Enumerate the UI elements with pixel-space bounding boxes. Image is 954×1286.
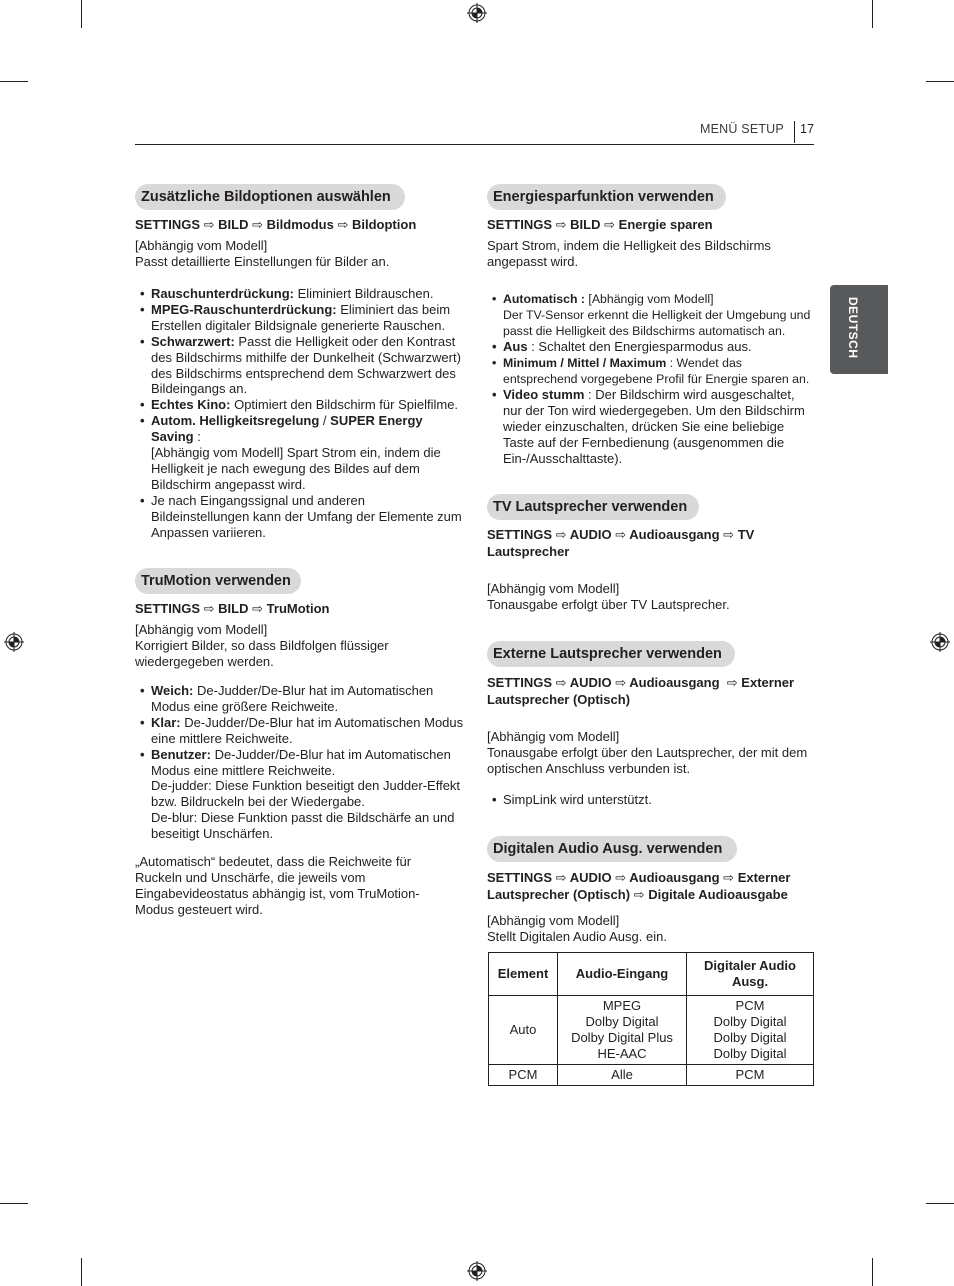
crop-mark — [0, 81, 28, 82]
crop-mark — [81, 1258, 82, 1286]
page-number: 17 — [800, 122, 815, 136]
intro-text: [Abhängig vom Modell] Korrigiert Bilder, so dass Bildfolgen flüssiger wiedergegeben werden. — [135, 622, 389, 669]
arrow-icon: ⇨ — [555, 870, 567, 885]
running-header: MENÜ SETUP — [700, 122, 784, 136]
header-divider — [794, 121, 795, 143]
arrow-icon: ⇨ — [615, 870, 627, 885]
registration-mark-icon — [467, 1261, 487, 1281]
language-tab — [830, 285, 888, 374]
arrow-icon: ⇨ — [252, 217, 264, 232]
menu-path: SETTINGS ⇨ BILD ⇨ TruMotion — [135, 601, 330, 616]
crop-mark — [81, 0, 82, 28]
list-item: • Benutzer: De-Judder/De-Blur hat im Automatischen Modus eine mittlere Reichweite. De-judder: Diese Funktion beseitigt den Judder-Effekt bzw. Bildruckeln bei der Wiedergabe. De-blur: Diese Funktion passt die Bildschärfe an und beseitigt Unschärfen. — [135, 747, 465, 842]
list-item: • SimpLink wird unterstützt. — [487, 792, 817, 808]
section-heading: Digitalen Audio Ausg. verwenden — [487, 836, 737, 862]
menu-path: SETTINGS ⇨ AUDIO ⇨ Audioausgang ⇨ TV Lautsprecher — [487, 527, 755, 559]
table-cell: PCM Dolby Digital Dolby Digital Dolby Digital — [687, 996, 814, 1065]
list-item: • Minimum / Mittel / Maximum : Wendet das entsprechend vorgegebene Profil für Energie sparen an. — [487, 355, 817, 387]
option-list — [135, 683, 465, 842]
list-item: • Video stumm : Der Bildschirm wird ausgeschaltet, nur der Ton wird wiedergegeben. Um den Bildschirm wieder einzuschalten, drücken Sie eine beliebige Taste auf der Fernbedienung (ausgenommen die Ein-/Ausschalttaste). — [487, 387, 817, 467]
section-heading: Externe Lautsprecher verwenden — [487, 641, 735, 667]
arrow-icon: ⇨ — [252, 601, 264, 616]
table-cell: Alle — [558, 1065, 687, 1086]
list-item: • Automatisch : [Abhängig vom Modell] Der TV-Sensor erkennt die Helligkeit der Umgebung und passt die Helligkeit des Bildschirms automatisch an. — [487, 291, 817, 339]
arrow-icon: ⇨ — [555, 527, 567, 542]
option-list — [135, 286, 465, 541]
crop-mark — [926, 1203, 954, 1204]
crop-mark — [0, 1203, 28, 1204]
note-text: „Automatisch“ bedeutet, dass die Reichweite für Ruckeln und Unschärfe, die jeweils vom Eingabevideostatus abhängig ist, vom TruMotion-Modus gesteuert wird. — [135, 854, 420, 917]
menu-path: SETTINGS ⇨ BILD ⇨ Energie sparen — [487, 217, 713, 232]
section-heading: TV Lautsprecher verwenden — [487, 494, 699, 520]
table-cell: PCM — [687, 1065, 814, 1086]
arrow-icon: ⇨ — [555, 217, 567, 232]
audio-output-table — [488, 952, 814, 1086]
list-item: • Aus : Schaltet den Energiesparmodus aus. — [487, 339, 817, 355]
list-item: • Rauschunterdrückung: Eliminiert Bildrauschen. — [135, 286, 465, 302]
registration-mark-icon — [4, 632, 24, 652]
list-item: • MPEG-Rauschunterdrückung: Eliminiert das beim Erstellen digitaler Bildsignale generierte Rauschen. — [135, 302, 465, 334]
arrow-icon: ⇨ — [203, 601, 215, 616]
arrow-icon: ⇨ — [203, 217, 215, 232]
table-cell: MPEG Dolby Digital Dolby Digital Plus HE-AAC — [558, 996, 687, 1065]
option-list — [487, 792, 817, 808]
list-item: • Echtes Kino: Optimiert den Bildschirm für Spielfilme. — [135, 397, 465, 413]
arrow-icon: ⇨ — [555, 675, 567, 690]
section-heading: Energiesparfunktion verwenden — [487, 184, 726, 210]
list-item: • Weich: De-Judder/De-Blur hat im Automatischen Modus eine größere Reichweite. — [135, 683, 465, 715]
table-header: Audio-Eingang — [558, 953, 687, 996]
arrow-icon: ⇨ — [723, 527, 735, 542]
crop-mark — [872, 0, 873, 28]
table-header: Digitaler Audio Ausg. — [687, 953, 814, 996]
list-item: • Klar: De-Judder/De-Blur hat im Automatischen Modus eine mittlere Reichweite. — [135, 715, 465, 747]
list-item: • Schwarzwert: Passt die Helligkeit oder den Kontrast des Bildschirms mithilfe der Dunkelheit (Schwarzwert) des Bildschirms entsprechend dem Schwarzwert des Bildeingangs an. — [135, 334, 465, 398]
intro-text: Spart Strom, indem die Helligkeit des Bildschirms angepasst wird. — [487, 238, 771, 269]
intro-text: [Abhängig vom Modell] Stellt Digitalen Audio Ausg. ein. — [487, 913, 667, 944]
table-row — [489, 1065, 814, 1086]
intro-text: [Abhängig vom Modell] Tonausgabe erfolgt über TV Lautsprecher. — [487, 581, 730, 612]
intro-text: [Abhängig vom Modell] Passt detaillierte Einstellungen für Bilder an. — [135, 238, 390, 269]
arrow-icon: ⇨ — [726, 675, 738, 690]
option-list — [487, 291, 817, 466]
list-item: • Je nach Eingangssignal und anderen Bildeinstellungen kann der Umfang der Elemente zum Anpassen variieren. — [135, 493, 465, 541]
section-heading: Zusätzliche Bildoptionen auswählen — [135, 184, 405, 210]
arrow-icon: ⇨ — [604, 217, 616, 232]
arrow-icon: ⇨ — [615, 527, 627, 542]
arrow-icon: ⇨ — [615, 675, 627, 690]
menu-path: SETTINGS ⇨ AUDIO ⇨ Audioausgang ⇨ Externer Lautsprecher (Optisch) ⇨ Digitale Audioausgabe — [487, 870, 791, 902]
intro-text: [Abhängig vom Modell] Tonausgabe erfolgt über den Lautsprecher, der mit dem optischen Anschluss verbunden ist. — [487, 729, 808, 776]
table-row — [489, 996, 814, 1065]
list-item: • Autom. Helligkeitsregelung / SUPER Energy Saving : [Abhängig vom Modell] Spart Strom ein, indem die Helligkeit je nach ewegung des Bildes auf dem Bildschirm angepasst wird. — [135, 413, 465, 493]
registration-mark-icon — [930, 632, 950, 652]
menu-path: SETTINGS ⇨ BILD ⇨ Bildmodus ⇨ Bildoption — [135, 217, 417, 232]
arrow-icon: ⇨ — [633, 887, 645, 902]
crop-mark — [926, 81, 954, 82]
crop-mark — [872, 1258, 873, 1286]
arrow-icon: ⇨ — [337, 217, 349, 232]
table-header: Element — [489, 953, 558, 996]
registration-mark-icon — [467, 3, 487, 23]
language-tab-label: DEUTSCH — [846, 297, 860, 359]
section-heading: TruMotion verwenden — [135, 568, 301, 594]
table-cell: Auto — [489, 996, 558, 1065]
menu-path: SETTINGS ⇨ AUDIO ⇨ Audioausgang ⇨ Externer Lautsprecher (Optisch) — [487, 675, 795, 707]
table-cell: PCM — [489, 1065, 558, 1086]
arrow-icon: ⇨ — [723, 870, 735, 885]
header-rule — [135, 144, 814, 145]
